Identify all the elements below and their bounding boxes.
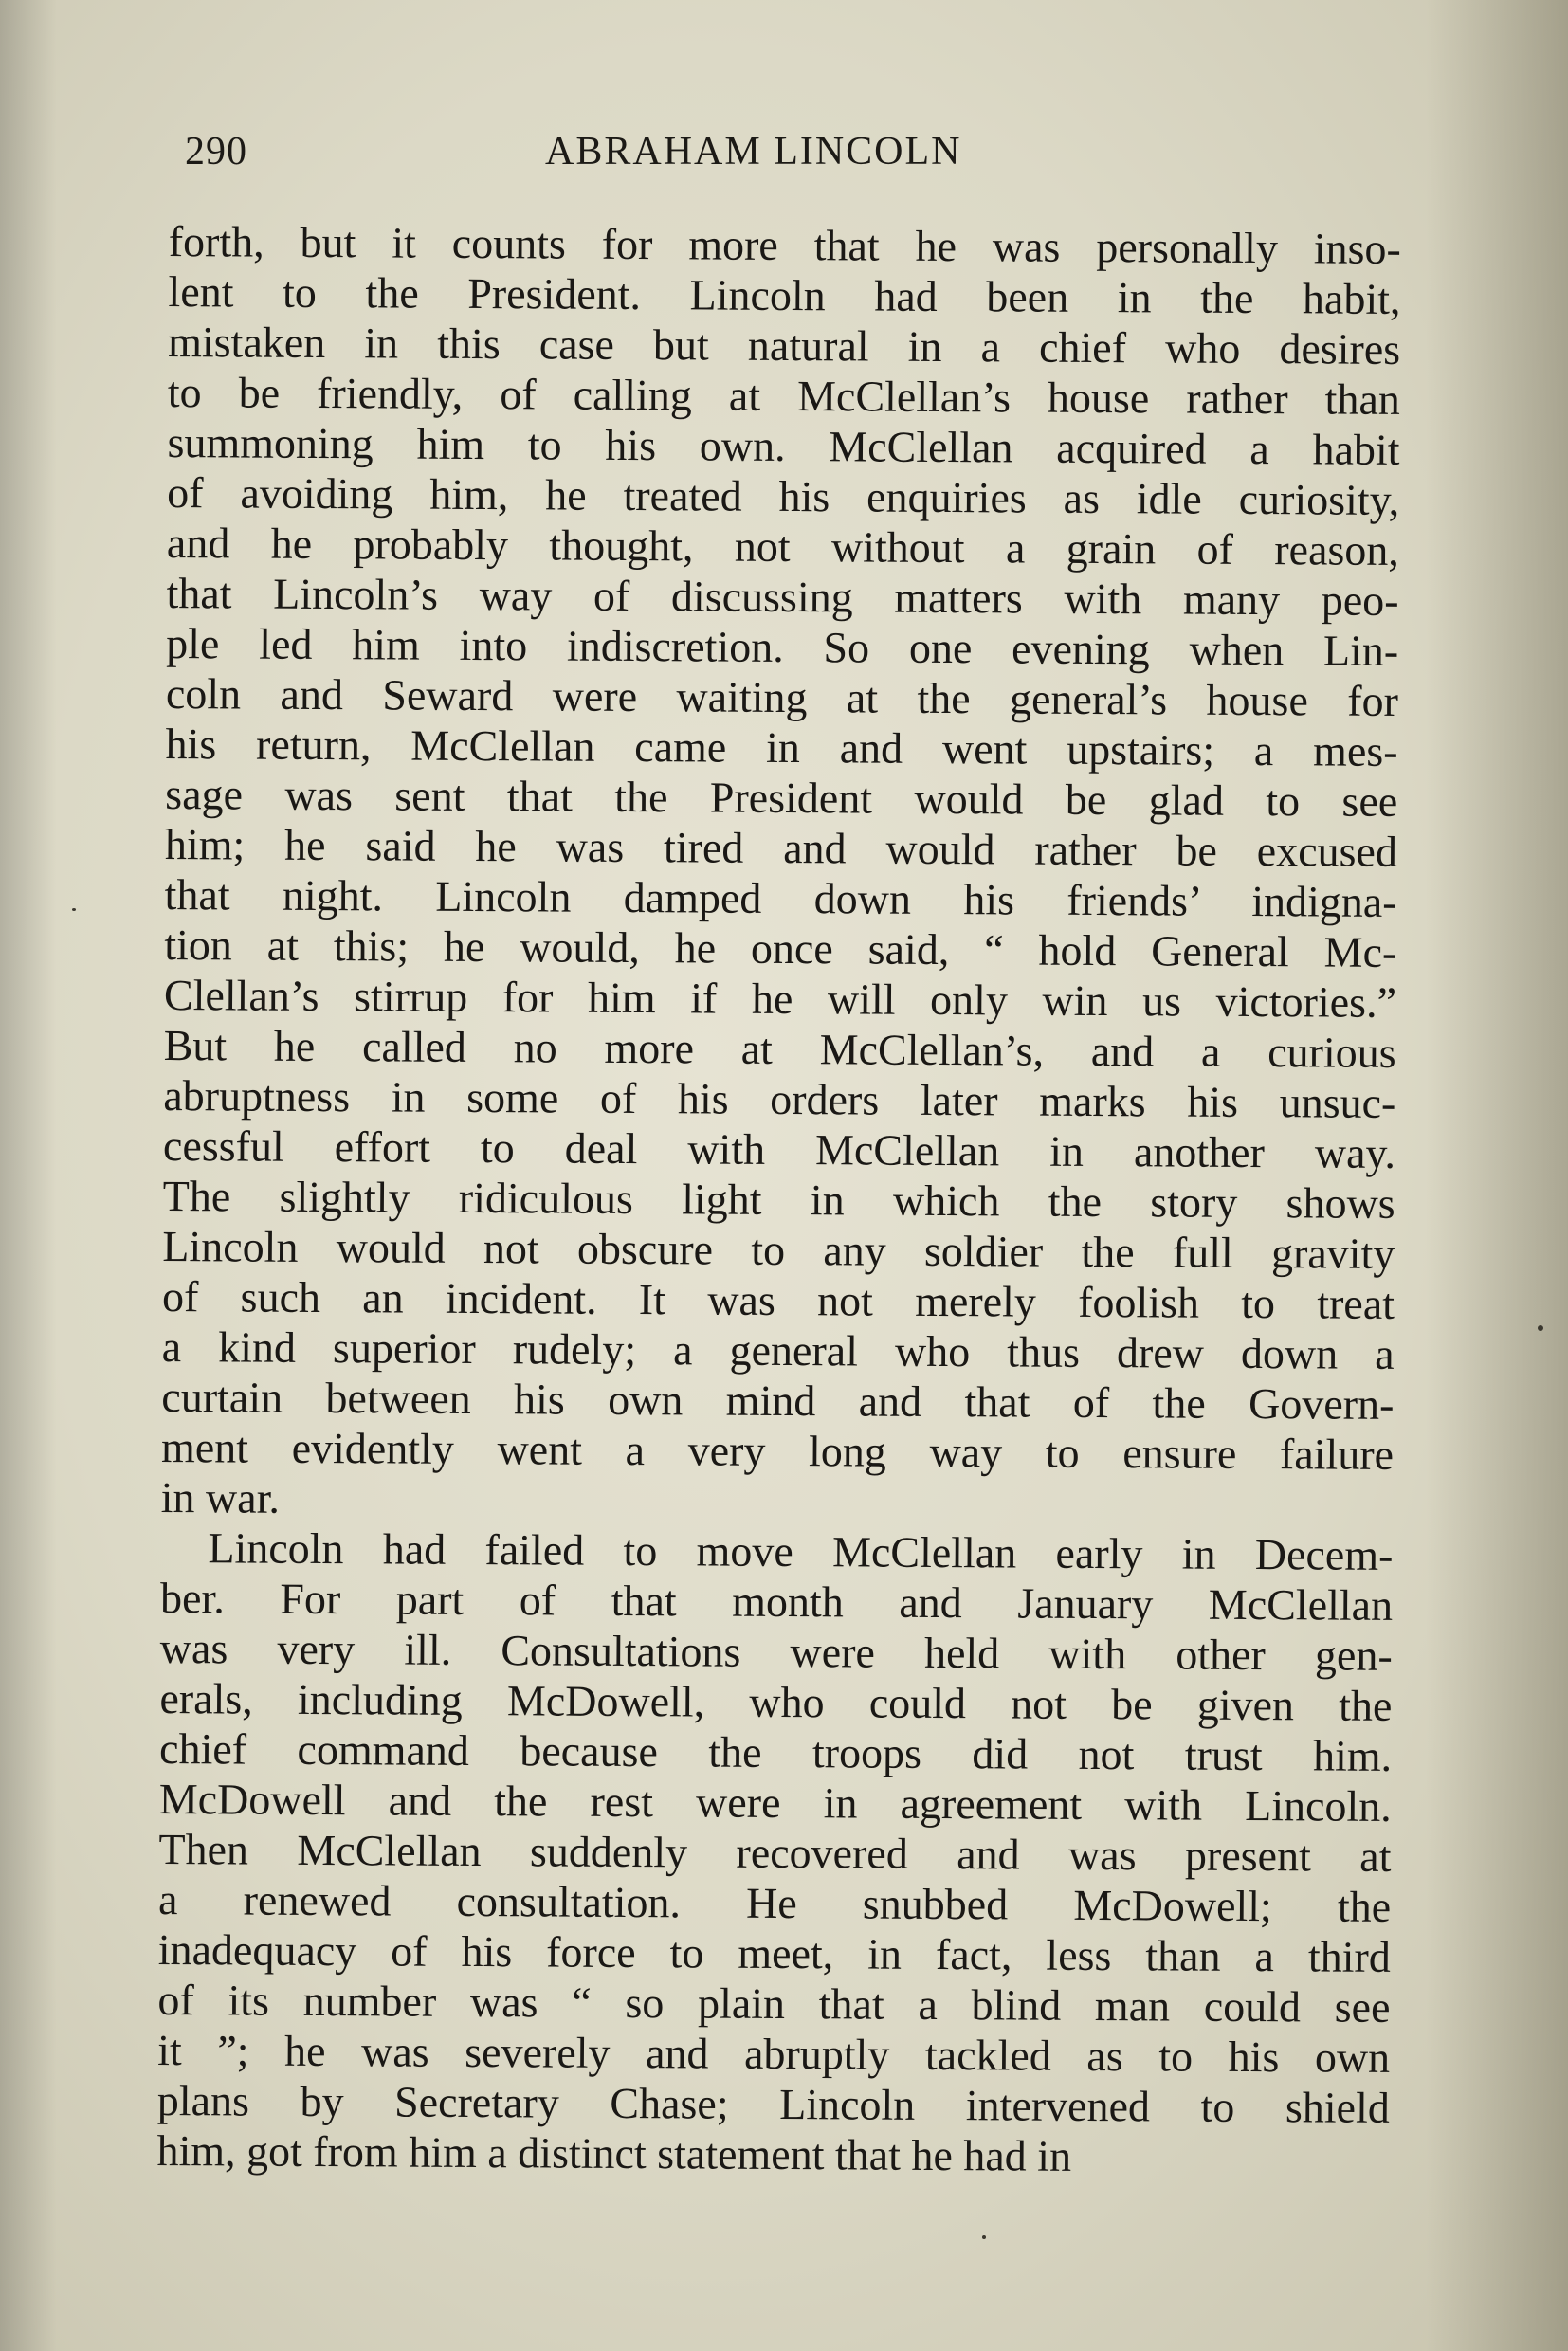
text-line: Lincoln had failed to move McClellan early in Decem- [208, 1523, 1394, 1579]
page-edge-shadow [1426, 0, 1568, 2351]
text-line: plans by Secretary Chase; Lincoln intervened to shield [156, 2075, 1390, 2132]
paper-speck [72, 908, 76, 911]
text-line: of such an incident. It was not merely foolish to treat [161, 1271, 1395, 1328]
text-line: The slightly ridiculous light in which the story shows [162, 1171, 1395, 1228]
text-line: him, got from him a distinct statement that he had in [156, 2125, 1072, 2180]
paragraph [156, 1522, 1393, 2183]
text-line: it ”; he was severely and abruptly tackled as to his own [157, 2025, 1391, 2082]
text-line: mistaken in this case but natural in a chief who desires [168, 317, 1401, 374]
text-line: sage was sent that the President would be glad to see [165, 769, 1398, 826]
text-line: Then McClellan suddenly recovered and was present at [158, 1824, 1392, 1881]
text-line: his return, McClellan came in and went upstairs; a mes- [165, 719, 1398, 775]
text-line: that Lincoln’s way of discussing matters with many peo- [166, 568, 1399, 625]
running-head: ABRAHAM LINCOLN [545, 130, 962, 173]
text-line: a renewed consultation. He snubbed McDowell; the [157, 1874, 1392, 1931]
text-line: lent to the President. Lincoln had been in the habit, [168, 266, 1401, 323]
paragraph [161, 216, 1401, 1530]
text-line: chief command because the troops did not trust him. [158, 1723, 1393, 1780]
text-line: of its number was “ so plain that a blind man could see [157, 1975, 1391, 2032]
text-line: that night. Lincoln damped down his friends’ indigna- [164, 869, 1397, 926]
text-line: coln and Seward were waiting at the general’s house for [165, 668, 1399, 725]
text-line: ber. For part of that month and January McClellan [159, 1573, 1394, 1630]
text-line: cessful effort to deal with McClellan in another way. [162, 1121, 1396, 1177]
text-line: to be friendly, of calling at McClellan’s house rather than [167, 367, 1400, 424]
text-line: and he probably thought, not without a grain of reason, [166, 518, 1400, 574]
text-line: inadequacy of his force to meet, in fact, less than a third [157, 1924, 1391, 1981]
paper-speck [982, 2235, 986, 2239]
text-line: was very ill. Consultations were held with other gen- [159, 1623, 1393, 1680]
text-line: Lincoln would not obscure to any soldier the full gravity [162, 1221, 1395, 1278]
text-line: McDowell and the rest were in agreement with Lincoln. [158, 1774, 1392, 1831]
text-line: curtain between his own mind and that of the Govern- [161, 1372, 1395, 1429]
body-text [156, 216, 1401, 2183]
text-line: ple led him into indiscretion. So one evening when Lin- [166, 618, 1399, 675]
text-line: a kind superior rudely; a general who thus drew down a [161, 1321, 1395, 1378]
page-header [185, 121, 1038, 178]
text-line: tion at this; he would, he once said, “ hold General Mc- [164, 920, 1397, 976]
text-line: summoning him to his own. McClellan acquired a habit [167, 417, 1400, 474]
text-line: abruptness in some of his orders later marks his unsuc- [163, 1070, 1396, 1127]
text-line: him; he said he was tired and would rather be excused [164, 819, 1398, 876]
text-line: Clellan’s stirrup for him if he will only win us victories.” [163, 970, 1397, 1027]
text-line: ment evidently went a very long way to ensure failure [160, 1422, 1395, 1479]
page-number: 290 [185, 130, 247, 173]
text-line: in war. [160, 1472, 281, 1522]
page-gutter-shadow [0, 0, 57, 2351]
text-line: But he called no more at McClellan’s, and a curious [163, 1020, 1396, 1077]
text-line: erals, including McDowell, who could not be given the [159, 1673, 1393, 1730]
text-line: forth, but it counts for more that he was personally inso- [168, 216, 1401, 273]
text-line: of avoiding him, he treated his enquiries as idle curiosity, [167, 467, 1400, 524]
paper-speck [1538, 1325, 1543, 1331]
